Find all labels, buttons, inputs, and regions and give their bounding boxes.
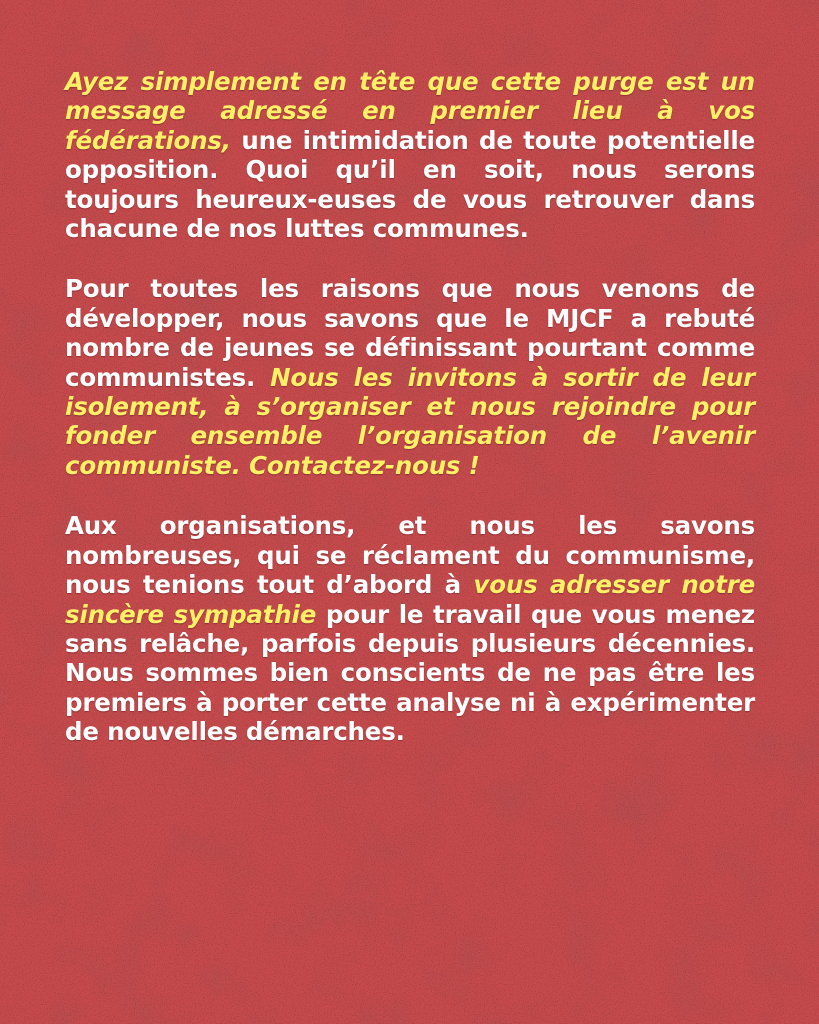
highlighted-text: Ayez simplement en tête que cette purge est un message adressé en premier lieu à vos fédérations, [65, 67, 755, 155]
paragraph-1 [65, 67, 755, 243]
article-body [65, 67, 755, 778]
body-text: Aux organisations, et nous les savons nombreuses, qui se réclament du communisme, nous tenions tout d’abord à [65, 511, 755, 600]
highlighted-text: Nous les invitons à sortir de leur isolement, à s’organiser et nous rejoindre pour fonder ensemble l’organisation de l’avenir communiste. Contactez-nous ! [65, 362, 755, 480]
body-text: Pour toutes les raisons que nous venons de développer, nous savons que le MJCF a rebuté nombre de jeunes se définissant pourtant comme communistes. [65, 274, 755, 392]
highlighted-text: vous adresser notre sincère sympathie [65, 570, 756, 629]
paragraph-3 [65, 511, 755, 746]
body-text: pour le travail que vous menez sans relâche, parfois depuis plusieurs décennies. Nous sommes bien conscients de ne pas être les premiers à porter cette analyse ni à expérimenter de nouvelles démarches. [65, 599, 755, 747]
paragraph-2 [65, 274, 755, 480]
body-text: une intimidation de toute potentielle opposition. Quoi qu’il en soit, nous serons toujours heureux-euses de vous retrouver dans chacune de nos luttes communes. [65, 125, 755, 244]
